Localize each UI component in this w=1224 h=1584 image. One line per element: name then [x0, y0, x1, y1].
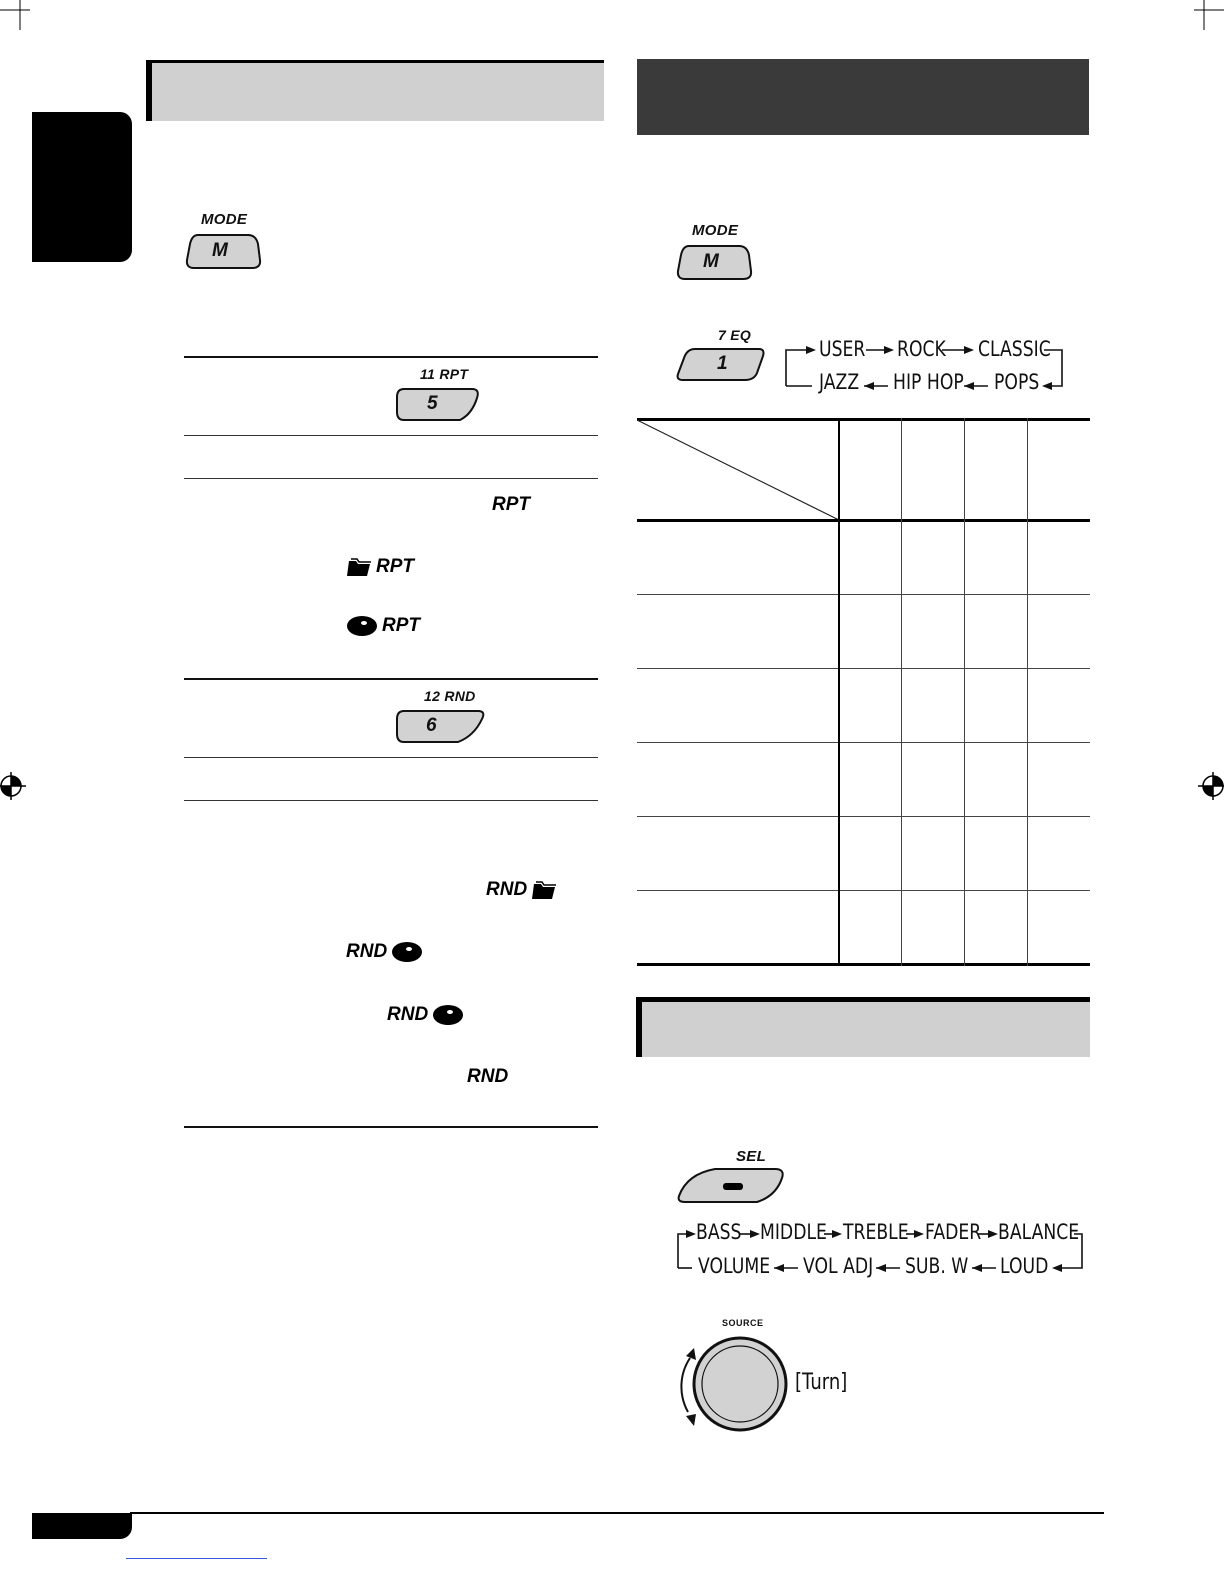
disc-rpt-indicator-text: RPT	[382, 615, 420, 636]
disc-rpt-indicator	[346, 615, 420, 637]
random-button-key: 6	[426, 715, 437, 736]
turn-instruction: [Turn]	[795, 1370, 848, 1395]
source-dial[interactable]	[672, 1330, 792, 1434]
divider	[184, 800, 598, 801]
sel-button[interactable]	[675, 1166, 787, 1206]
table-row	[637, 668, 1090, 669]
table-column-divider	[964, 418, 965, 966]
divider	[184, 757, 598, 758]
eq-button-label: 7 EQ	[718, 327, 752, 343]
rnd-disc-indicator-2	[387, 1004, 464, 1026]
mode-button-key: M	[703, 251, 720, 272]
rnd-disc-indicator-text: RND	[346, 941, 388, 962]
registration-target-icon	[1194, 770, 1224, 802]
table-row	[637, 816, 1090, 817]
mode-button-label: MODE	[201, 211, 248, 228]
eq-button-key: 1	[717, 353, 728, 374]
section-header-left	[146, 60, 604, 121]
section-header-right-dark	[637, 59, 1089, 135]
sel-button-label: SEL	[736, 1148, 767, 1165]
divider	[184, 1126, 598, 1128]
folder-rpt-indicator-text: RPT	[376, 556, 414, 577]
footer-link-underline	[126, 1558, 267, 1559]
table-diagonal	[637, 418, 839, 522]
random-button[interactable]	[394, 708, 488, 746]
divider	[184, 678, 598, 680]
sel-flow-middle: MIDDLE	[760, 1220, 827, 1244]
page-number-tab	[32, 1513, 132, 1539]
rnd-disc-indicator-2-text: RND	[387, 1004, 429, 1025]
table-column-divider	[901, 418, 902, 966]
rnd-disc-indicator	[346, 941, 423, 963]
footer-rule	[130, 1512, 1104, 1514]
mode-button-key: M	[212, 240, 229, 261]
source-dial-label: SOURCE	[722, 1318, 764, 1328]
rotary-dial-icon	[672, 1330, 792, 1434]
eq-flow-rock: ROCK	[897, 337, 946, 361]
eq-flow-jazz: JAZZ	[819, 370, 860, 394]
sel-flow-bass: BASS	[696, 1220, 742, 1244]
random-button-label: 12 RND	[424, 688, 476, 704]
table-row	[637, 742, 1090, 743]
sel-flow-sub-w: SUB. W	[905, 1254, 969, 1278]
repeat-button-label: 11 RPT	[420, 366, 469, 382]
mode-button-right[interactable]	[675, 243, 753, 283]
sel-flow-volume: VOLUME	[698, 1254, 771, 1278]
sel-flow-loud: LOUD	[1000, 1254, 1049, 1278]
disc-icon	[432, 1004, 464, 1026]
sel-flow-vol-adj: VOL ADJ	[803, 1254, 874, 1278]
rpt-indicator-text: RPT	[492, 494, 530, 515]
mode-button-label: MODE	[692, 222, 739, 239]
mode-button[interactable]	[184, 232, 262, 272]
sel-button-shape-icon	[675, 1166, 787, 1206]
folder-rpt-indicator	[346, 556, 414, 578]
eq-flow-user: USER	[819, 337, 866, 361]
rnd-folder-indicator	[486, 879, 557, 901]
language-side-tab	[32, 112, 132, 262]
eq-flow-classic: CLASSIC	[978, 337, 1051, 361]
registration-target-icon	[0, 770, 30, 802]
rnd-indicator-text: RND	[467, 1066, 509, 1087]
table-row	[637, 594, 1090, 595]
table-row	[637, 890, 1090, 891]
repeat-button[interactable]	[394, 386, 482, 424]
rnd-indicator	[467, 1066, 508, 1088]
table-column-divider	[838, 418, 840, 966]
random-button-shape-icon	[394, 708, 488, 746]
eq-button[interactable]	[673, 346, 767, 384]
divider	[184, 435, 598, 436]
folder-icon	[346, 557, 372, 577]
rpt-indicator	[492, 494, 530, 516]
section-header-right-light	[636, 997, 1090, 1057]
sel-flow-fader: FADER	[925, 1220, 982, 1244]
disc-icon	[346, 615, 378, 637]
table-column-divider	[1027, 418, 1028, 966]
table-bottom-border	[637, 963, 1090, 966]
sel-flow-treble: TREBLE	[843, 1220, 909, 1244]
eq-flow-hiphop: HIP HOP	[893, 370, 964, 394]
table-header-separator	[637, 519, 1090, 522]
eq-flow-pops: POPS	[994, 370, 1040, 394]
divider	[184, 356, 598, 358]
disc-icon	[391, 941, 423, 963]
rnd-folder-indicator-text: RND	[486, 879, 528, 900]
folder-icon	[531, 880, 557, 900]
divider	[184, 478, 598, 479]
sel-flow-balance: BALANCE	[998, 1220, 1080, 1244]
eq-settings-table	[637, 418, 1090, 966]
repeat-button-key: 5	[427, 393, 438, 414]
repeat-button-shape-icon	[394, 386, 482, 424]
